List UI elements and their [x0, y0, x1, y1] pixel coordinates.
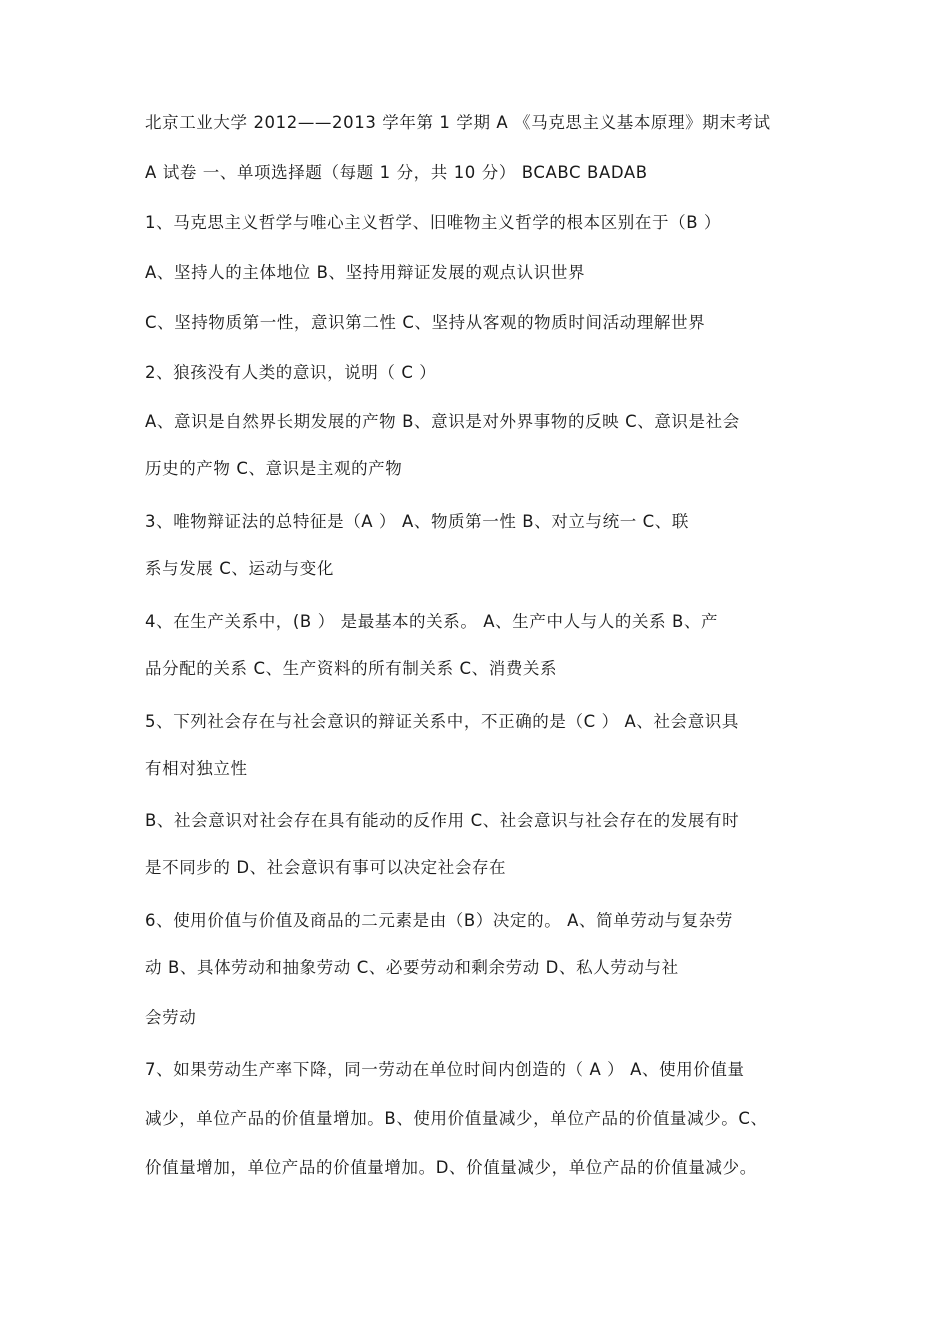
question-1: 1、马克思主义哲学与唯心主义哲学、旧唯物主义哲学的根本区别在于（B ） [145, 213, 722, 232]
question-1-options-a: A、坚持人的主体地位 B、坚持用辩证发展的观点认识世界 [145, 263, 586, 282]
question-1-options-b: C、坚持物质第一性，意识第二性 C、坚持从客观的物质时间活动理解世界 [145, 313, 706, 332]
question-4-options: 品分配的关系 C、生产资料的所有制关系 C、消费关系 [145, 659, 558, 678]
question-2-options-b: 历史的产物 C、意识是主观的产物 [145, 459, 403, 478]
question-6: 6、使用价值与价值及商品的二元素是由（B）决定的。 A、简单劳动与复杂劳 [145, 911, 733, 930]
question-3: 3、唯物辩证法的总特征是（A ） A、物质第一性 B、对立与统一 C、联 [145, 512, 689, 531]
question-6-options-end: 会劳动 [145, 1008, 197, 1027]
question-5-options-b: B、社会意识对社会存在具有能动的反作用 C、社会意识与社会存在的发展有时 [145, 811, 740, 830]
question-2-options-a: A、意识是自然界长期发展的产物 B、意识是对外界事物的反映 C、意识是社会 [145, 412, 740, 431]
question-5: 5、下列社会存在与社会意识的辩证关系中，不正确的是（C ） A、社会意识具 [145, 712, 739, 731]
question-6-options: 动 B、具体劳动和抽象劳动 C、必要劳动和剩余劳动 D、私人劳动与社 [145, 958, 679, 977]
section-heading-line: A 试卷 一、单项选择题（每题 1 分，共 10 分） BCABC BADAB [145, 163, 648, 182]
question-3-options: 系与发展 C、运动与变化 [145, 559, 334, 578]
question-4: 4、在生产关系中，(B ） 是最基本的关系。 A、生产中人与人的关系 B、产 [145, 612, 719, 631]
question-5-options-c: 是不同步的 D、社会意识有事可以决定社会存在 [145, 858, 507, 877]
question-5-option-a: 有相对独立性 [145, 759, 248, 778]
question-7-options-a: 减少，单位产品的价值量增加。B、使用价值量减少，单位产品的价值量减少。C、 [145, 1109, 768, 1128]
question-2: 2、狼孩没有人类的意识，说明（ C ） [145, 363, 437, 382]
question-7: 7、如果劳动生产率下降，同一劳动在单位时间内创造的（ A ） A、使用价值量 [145, 1060, 745, 1079]
exam-title-line: 北京工业大学 2012——2013 学年第 1 学期 A 《马克思主义基本原理》期末考试 [145, 113, 771, 132]
question-7-options-b: 价值量增加，单位产品的价值量增加。D、价值量减少，单位产品的价值量减少。 [145, 1158, 757, 1177]
